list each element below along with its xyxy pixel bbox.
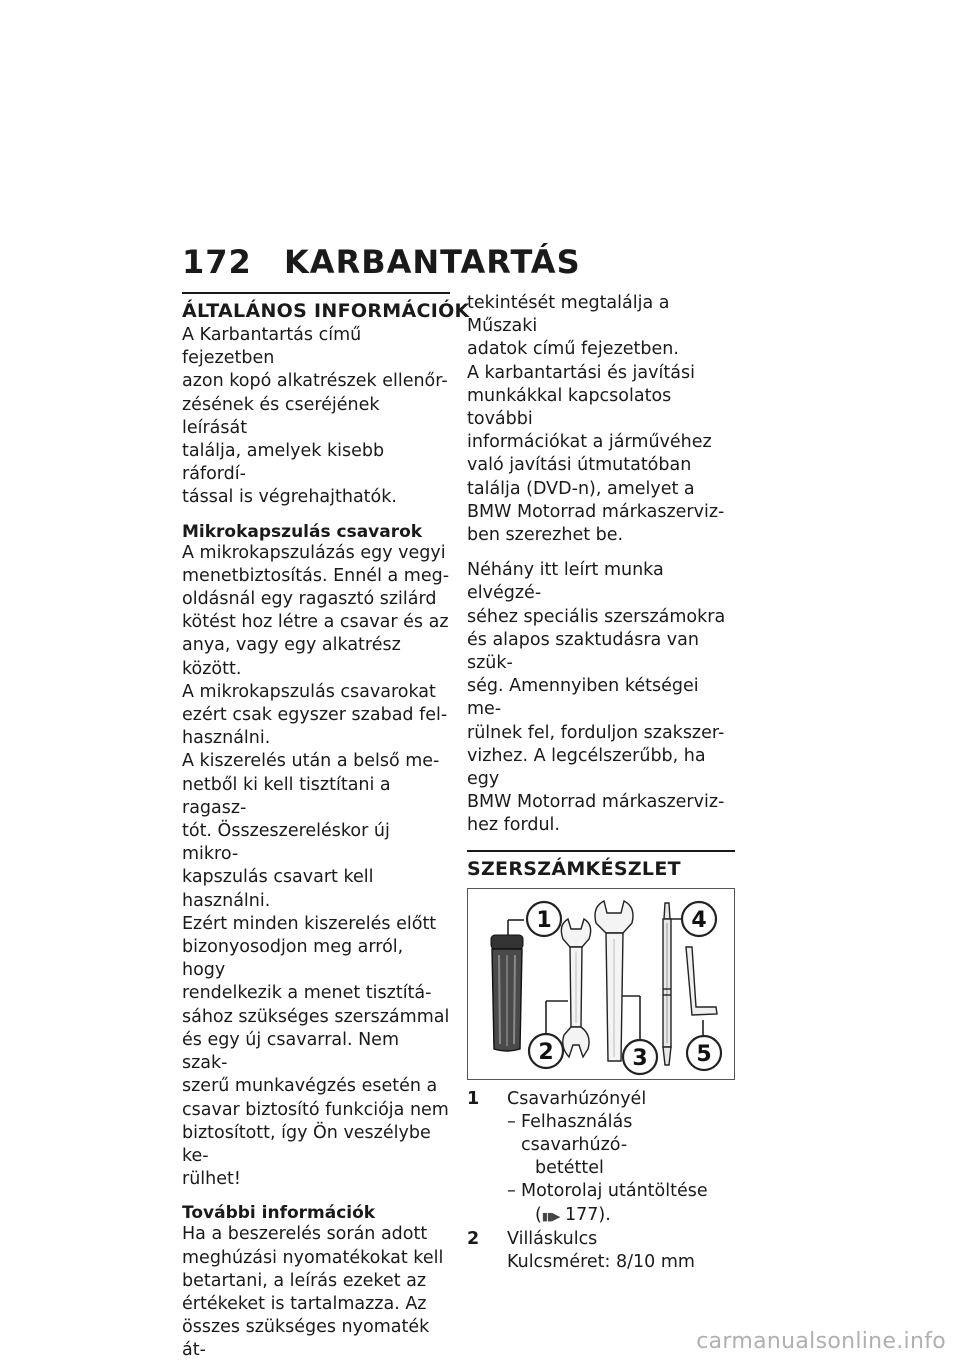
section-rule — [182, 292, 450, 294]
screwdriver-bit-drawing — [663, 903, 671, 1065]
further-info-paragraph — [182, 1223, 450, 1362]
text-line: Motorolaj utántöltése — [521, 1181, 708, 1202]
list-item — [467, 1088, 735, 1228]
text-line: A mikrokapszulázás egy vegyi — [182, 542, 446, 563]
toolkit-illustration — [468, 889, 734, 1079]
text-line: A karbantartási és javítási — [467, 362, 695, 383]
text-line: A mikrokapszulás csavarokat — [182, 681, 436, 702]
text-line: rendelkezik a menet tisztítá- — [182, 983, 432, 1004]
left-column — [182, 292, 470, 1363]
text-line: és alapos szaktudásra van szük- — [467, 629, 699, 674]
page-number: 172 — [182, 243, 252, 281]
text-line: azon kopó alkatrészek ellenőr- — [182, 371, 448, 392]
text-line: kapszulás csavart kell használni. — [182, 867, 374, 911]
hex-key-drawing — [686, 947, 717, 1015]
right-column — [467, 292, 735, 1274]
continuation-paragraph — [467, 292, 735, 547]
text-line: rülnek fel, forduljon szakszer- — [467, 722, 725, 743]
text-line: ezért csak egyszer szabad fel- — [182, 705, 448, 726]
sub-item: – Felhasználás csavarhúzó- betéttel — [507, 1111, 735, 1181]
callout-2: 2 — [538, 1039, 554, 1065]
callout-3: 3 — [632, 1045, 648, 1071]
text-line: A kiszerelés után a belső me- — [182, 751, 440, 772]
text-line: adatok című fejezetben. — [467, 339, 679, 360]
chapter-title: KARBANTARTÁS — [284, 243, 581, 281]
sub-item: – Motorolaj utántöltése (▮▮▶ 177). — [507, 1180, 735, 1227]
text-line: oldásnál egy ragasztó szilárd — [182, 589, 437, 610]
page-ref-text: 177). — [564, 1204, 611, 1225]
callout-4: 4 — [691, 907, 707, 933]
text-line: szerű munkavégzés esetén a — [182, 1076, 438, 1097]
text-line: tással is végrehajthatók. — [182, 487, 397, 508]
page-header — [182, 243, 581, 281]
item-number: 2 — [467, 1228, 480, 1249]
section-title-toolkit: SZERSZÁMKÉSZLET — [467, 857, 681, 880]
text-line: munkákkal kapcsolatos további — [467, 385, 672, 430]
subsection-title-microcapsule: Mikrokapszulás csavarok — [182, 521, 423, 542]
microcapsule-paragraph — [182, 542, 450, 1192]
text-line: használni. — [182, 728, 271, 749]
section-rule — [467, 850, 735, 852]
text-line: Ezért minden kiszerelés előtt — [182, 913, 437, 934]
text-line: zésének és cseréjének leírását — [182, 394, 380, 438]
text-line: Felhasználás csavarhúzó- — [521, 1111, 633, 1156]
text-line: vizhez. A legcélszerűbb, ha egy — [467, 745, 706, 790]
text-line: kötést hoz létre a csavar és az — [182, 612, 449, 633]
text-line: értékeket is tartalmazza. Az — [182, 1293, 427, 1314]
text-line: betartani, a leírás ezeket az — [182, 1270, 427, 1291]
special-tools-paragraph — [467, 559, 735, 837]
list-item — [467, 1228, 735, 1274]
text-line: találja (DVD-n), amelyet a — [467, 478, 695, 499]
toolkit-figure — [467, 888, 735, 1080]
text-line: BMW Motorrad márkaszerviz- — [467, 792, 725, 813]
page-ref-arrow-icon: ▮▮▶ — [541, 1209, 560, 1223]
text-line: találja, amelyek kisebb ráfordí- — [182, 441, 385, 485]
callout-1: 1 — [536, 907, 552, 933]
text-line: ség. Amennyiben kétségei me- — [467, 676, 699, 720]
text-line: tekintését megtalálja a Műszaki — [467, 293, 670, 337]
subsection-title-further-info: További információk — [182, 1203, 376, 1224]
text-line: BMW Motorrad márkaszerviz- — [467, 501, 725, 522]
text-line: és egy új csavarral. Nem szak- — [182, 1029, 399, 1074]
item-title: Csavarhúzónyél — [507, 1088, 647, 1109]
page-reference: (▮▮▶ 177). — [535, 1204, 611, 1225]
text-line: sához szükséges szerszámmal — [182, 1006, 450, 1027]
text-line: tót. Összeszereléskor új mikro- — [182, 821, 390, 865]
screwdriver-handle-drawing — [491, 935, 523, 1051]
text-line: információkat a járművéhez — [467, 432, 712, 453]
text-line: meghúzási nyomatékokat kell — [182, 1247, 444, 1268]
text-line: A Karbantartás című fejezetben — [182, 325, 362, 369]
text-line: séhez speciális szerszámokra — [467, 606, 726, 627]
text-line: menetbiztosítás. Ennél a meg- — [182, 565, 450, 586]
text-line: netből ki kell tisztítani a ragasz- — [182, 774, 391, 818]
text-line: összes szükséges nyomaték át- — [182, 1317, 430, 1361]
text-line: való javítási útmutatóban — [467, 455, 692, 476]
item-detail: Kulcsméret: 8/10 mm — [507, 1252, 695, 1273]
large-wrench-drawing — [595, 901, 633, 1061]
intro-paragraph — [182, 324, 450, 510]
text-line: ben szerezhet be. — [467, 525, 624, 546]
text-line: betéttel — [535, 1158, 604, 1179]
callout-5: 5 — [696, 1041, 712, 1067]
text-line: Ha a beszerelés során adott — [182, 1224, 428, 1245]
text-line: hez fordul. — [467, 815, 560, 836]
text-line: anya, vagy egy alkatrész között. — [182, 635, 401, 679]
text-line: csavar biztosító funkciója nem — [182, 1099, 449, 1120]
watermark-url: carmanualsonline.info — [696, 1329, 946, 1354]
text-line: bizonyosodjon meg arról, hogy — [182, 937, 404, 981]
small-wrench-drawing — [561, 919, 590, 1057]
item-number: 1 — [467, 1088, 480, 1109]
text-line: rülhet! — [182, 1169, 241, 1190]
text-line: Néhány itt leírt munka elvégzé- — [467, 560, 664, 604]
item-title: Villáskulcs — [507, 1228, 598, 1249]
section-title-general-info: ÁLTALÁNOS INFORMÁCIÓK — [182, 300, 470, 322]
text-line: biztosított, így Ön veszélybe ke- — [182, 1122, 431, 1166]
